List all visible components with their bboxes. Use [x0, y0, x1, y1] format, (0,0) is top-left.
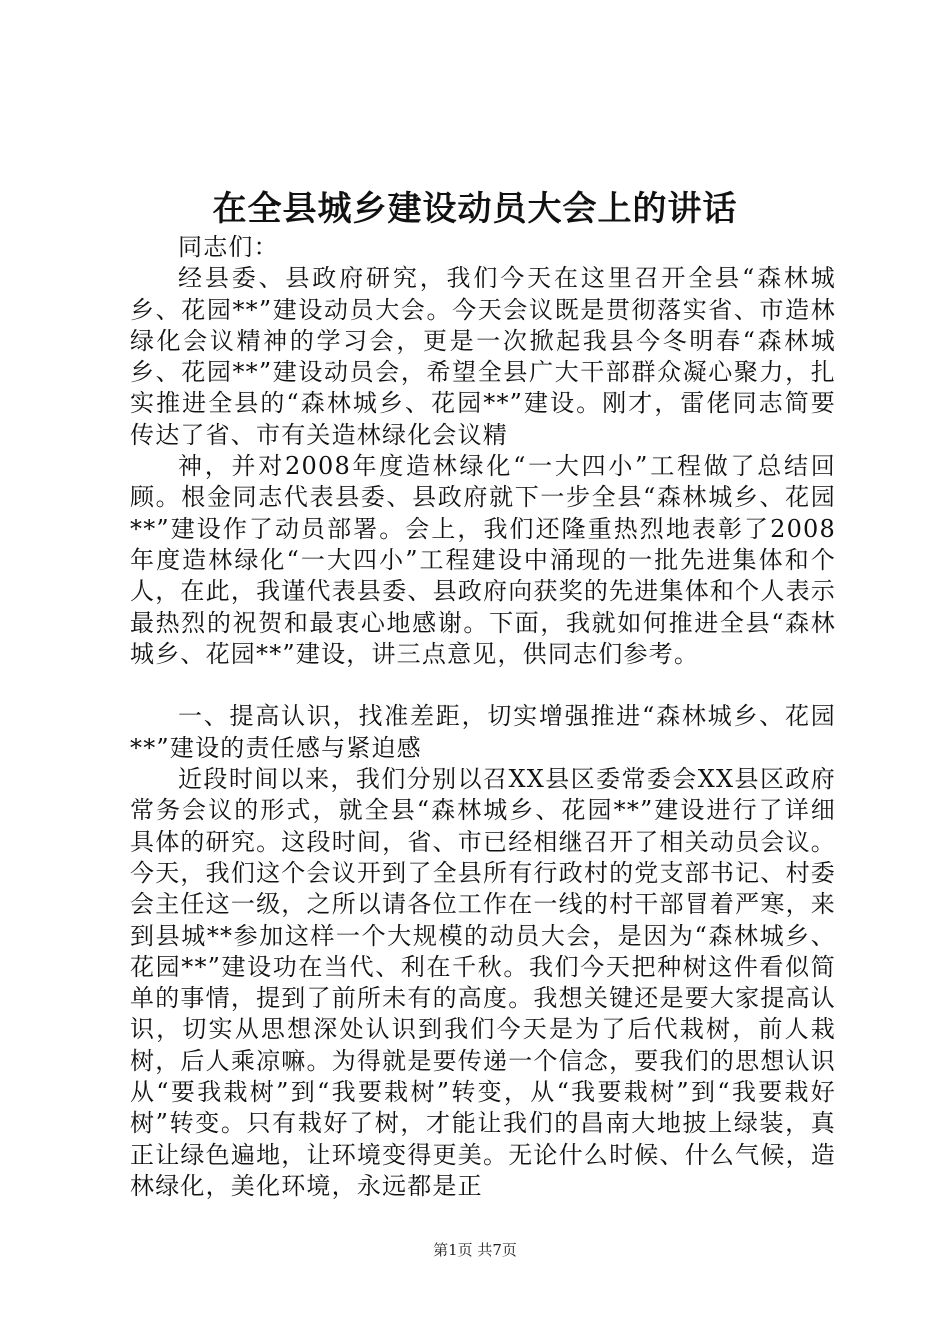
section-heading-1: 一、提高认识，找准差距，切实增强推进“森林城乡、花园**”建设的责任感与紧迫感: [130, 702, 836, 762]
page-number: 第1页 共7页: [433, 1241, 517, 1259]
document-title: 在全县城乡建设动员大会上的讲话: [212, 189, 738, 229]
document-body: [130, 232, 836, 1202]
paragraph-review: 神，并对2008年度造林绿化“一大四小”工程做了总结回顾。根金同志代表县委、县政府就下一步全县“森林城乡、花园**”建设作了动员部署。会上，我们还隆重热烈地表彰了2008年度造林绿化“一大四小”工程建设中涌现的一批先进集体和个人，在此，我谨代表县委、县政府向获奖的先进集体和个人表示最热烈的祝贺和最衷心地感谢。下面，我就如何推进全县“森林城乡、花园**”建设，讲三点意见，供同志们参考。: [130, 452, 836, 668]
salutation: 同志们：: [178, 233, 279, 261]
paragraph-section-1-body: 近段时间以来，我们分别以召XX县区委常委会XX县区政府常务会议的形式，就全县“森林城乡、花园**”建设进行了详细具体的研究。这段时间，省、市已经相继召开了相关动员会议。今天，我们这个会议开到了全县所有行政村的党支部书记、村委会主任这一级，之所以请各位工作在一线的村干部冒着严寒，来到县城**参加这样一个大规模的动员大会，是因为“森林城乡、花园**”建设功在当代、利在千秋。我们今天把种树这件看似简单的事情，提到了前所未有的高度。我想关键还是要大家提高认识，切实从思想深处认识到我们今天是为了后代栽树，前人栽树，后人乘凉嘛。为得就是要传递一个信念，要我们的思想认识从“要我栽树”到“我要栽树”转变，从“我要栽树”到“我要栽好树”转变。只有栽好了树，才能让我们的昌南大地披上绿装，真正让绿色遍地，让环境变得更美。无论什么时候、什么气候，造林绿化，美化环境，永远都是正: [130, 765, 836, 1200]
paragraph-intro: 经县委、县政府研究，我们今天在这里召开全县“森林城乡、花园**”建设动员大会。今天会议既是贯彻落实省、市造林绿化会议精神的学习会，更是一次掀起我县今冬明春“森林城乡、花园**”建设动员会，希望全县广大干部群众凝心聚力，扎实推进全县的“森林城乡、花园**”建设。刚才，雷佬同志简要传达了省、市有关造林绿化会议精: [130, 264, 836, 449]
paragraph-spacer: [130, 670, 836, 701]
